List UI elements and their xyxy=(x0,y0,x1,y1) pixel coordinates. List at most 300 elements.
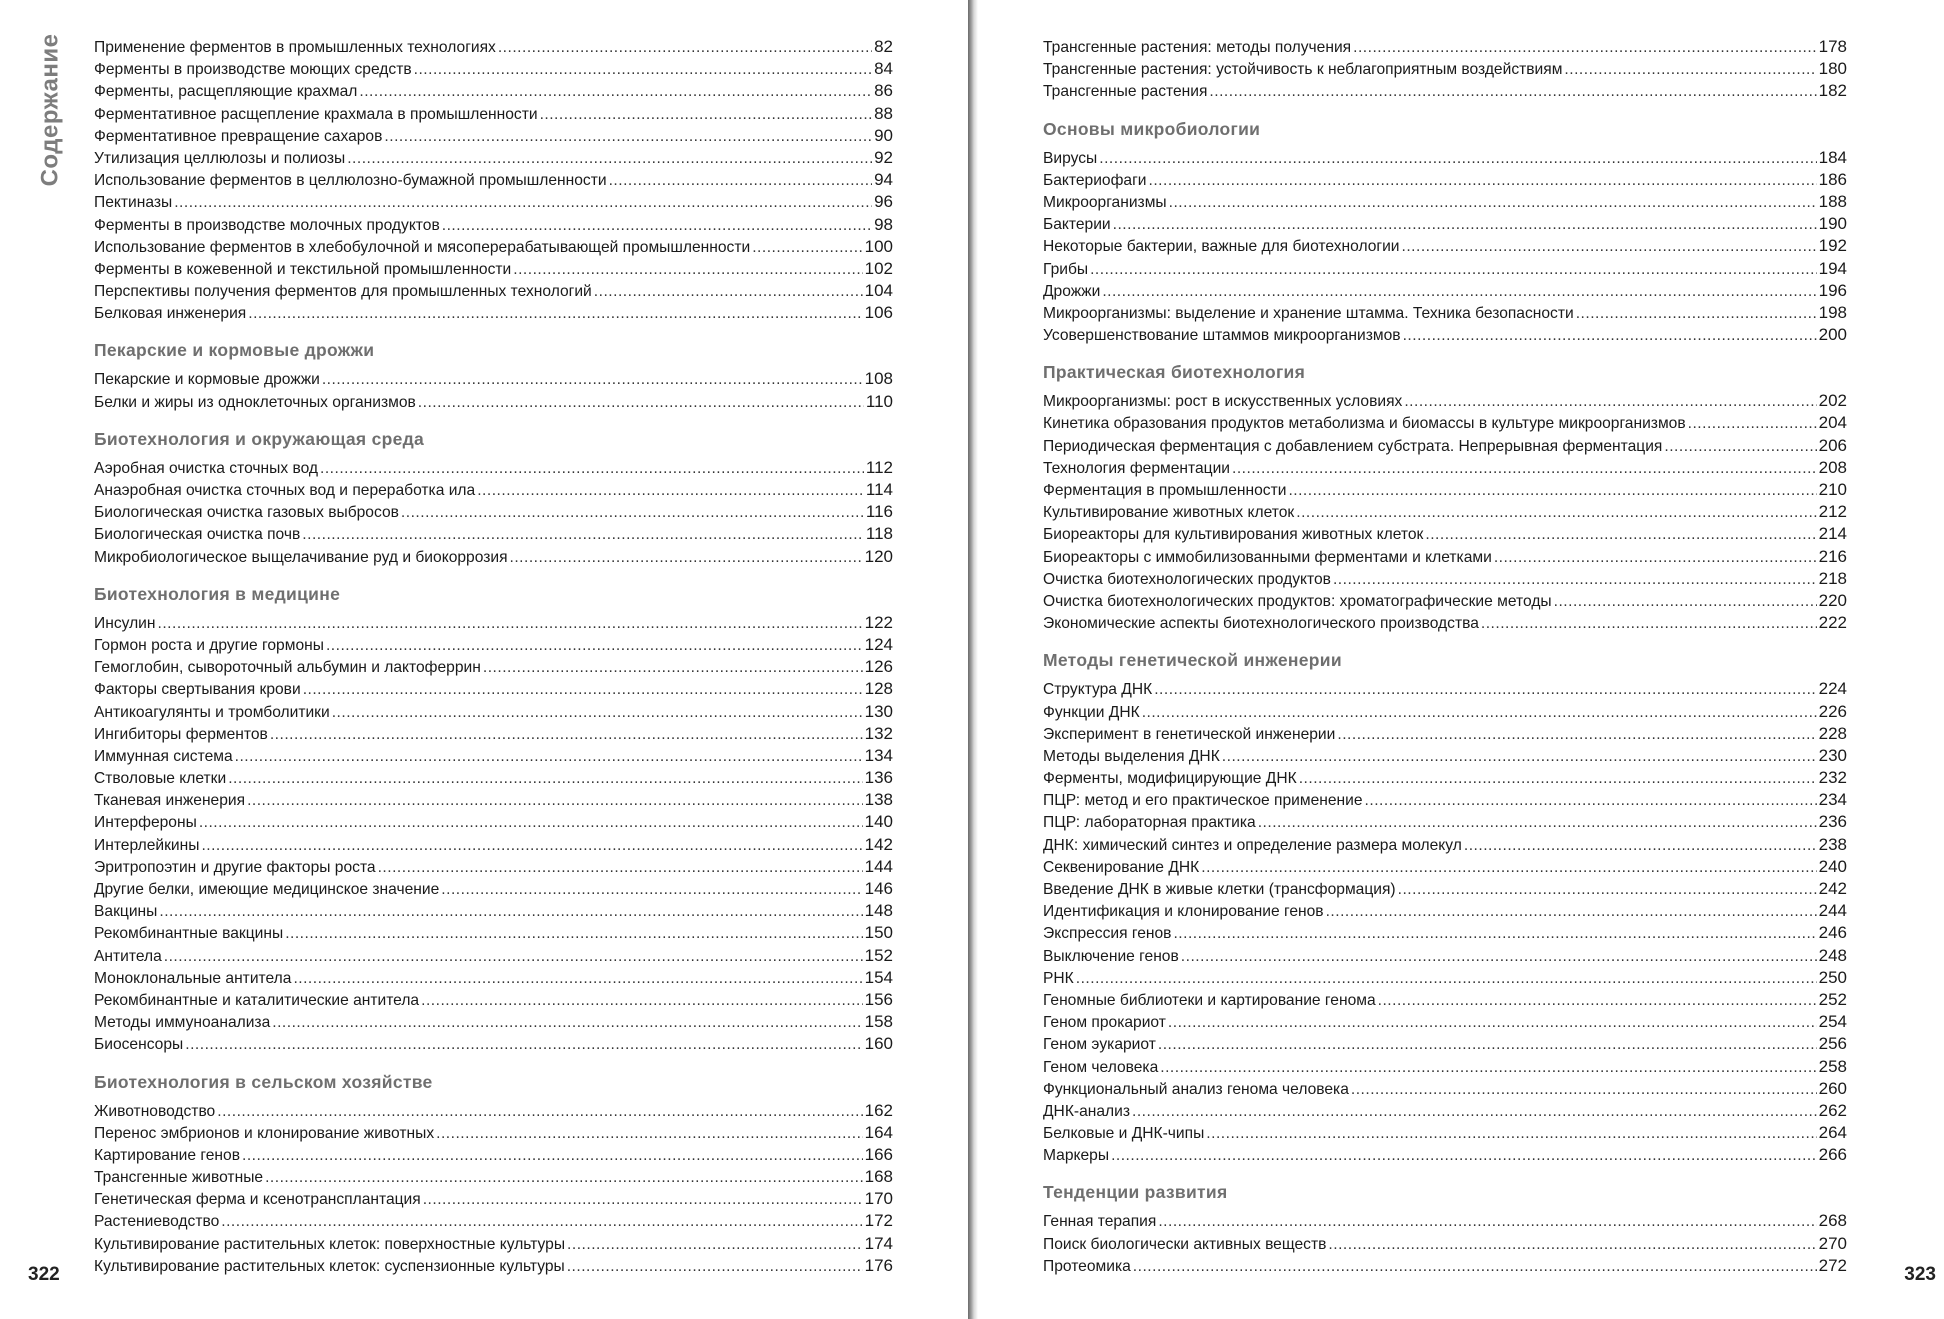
toc-entry[interactable] xyxy=(1043,967,1847,989)
entry-page-number: 166 xyxy=(864,1144,893,1164)
entry-title: Выключение генов xyxy=(1043,947,1179,965)
entry-title: Функциональный анализ генома человека xyxy=(1043,1080,1349,1098)
toc-entry[interactable] xyxy=(1043,811,1847,833)
toc-entry[interactable] xyxy=(1043,501,1847,523)
entry-page-number: 272 xyxy=(1818,1255,1847,1275)
entry-title: Другие белки, имеющие медицинское значение xyxy=(94,881,440,898)
toc-entry[interactable] xyxy=(1043,280,1847,302)
toc-entry[interactable] xyxy=(94,1144,893,1166)
entry-title: Вакцины xyxy=(94,903,158,921)
entry-title: Пекарские и кормовые дрожжи xyxy=(94,371,320,389)
dot-leader xyxy=(1664,436,1816,458)
dot-leader xyxy=(1378,990,1817,1012)
entry-page-number: 84 xyxy=(874,59,893,79)
dot-leader xyxy=(322,369,863,391)
dot-leader xyxy=(1158,1211,1816,1233)
entry-title: Вирусы xyxy=(1043,149,1098,167)
dot-leader xyxy=(1576,303,1817,325)
entry-page-number: 204 xyxy=(1818,413,1847,433)
entry-page-number: 210 xyxy=(1818,480,1847,499)
toc-entry[interactable] xyxy=(94,258,893,280)
toc-entry[interactable] xyxy=(1043,258,1847,280)
entry-page-number: 96 xyxy=(874,192,893,212)
entry-title: Ферментация в промышленности xyxy=(1043,482,1287,499)
toc-entry[interactable] xyxy=(1043,169,1847,191)
entry-page-number: 238 xyxy=(1818,834,1847,854)
entry-title: Трансгенные растения xyxy=(1043,83,1208,101)
entry-title: Моноклональные антитела xyxy=(94,969,292,987)
toc-entry[interactable] xyxy=(94,36,893,58)
toc-entry[interactable] xyxy=(94,723,893,745)
toc-entry[interactable] xyxy=(1043,191,1847,213)
toc-entry[interactable] xyxy=(1043,1144,1847,1166)
entry-title: ДНК: химический синтез и определение размера молекул xyxy=(1043,836,1462,854)
entry-title: Пектиназы xyxy=(94,194,173,212)
entry-title: Микробиологическое выщелачивание руд и биокоррозия xyxy=(94,548,508,566)
toc-entry[interactable] xyxy=(94,1122,893,1144)
dot-leader xyxy=(483,657,863,679)
entry-title: Ингибиторы ферментов xyxy=(94,725,268,743)
dot-leader xyxy=(270,724,863,746)
entry-page-number: 260 xyxy=(1818,1078,1847,1098)
toc-entry[interactable] xyxy=(1043,390,1847,412)
toc-entry[interactable] xyxy=(94,191,893,213)
page-number-left: 322 xyxy=(28,1264,60,1285)
page-number-right: 323 xyxy=(1904,1264,1936,1285)
dot-leader xyxy=(540,104,873,126)
dot-leader xyxy=(1494,547,1817,569)
dot-leader xyxy=(1337,724,1816,746)
toc-entry[interactable] xyxy=(1043,1233,1847,1255)
entry-title: Биореакторы для культивирования животных клеток xyxy=(1043,526,1424,544)
toc-entry[interactable] xyxy=(94,280,893,302)
toc-entry[interactable] xyxy=(1043,678,1847,700)
toc-entry[interactable] xyxy=(1043,767,1847,789)
dot-leader xyxy=(1142,702,1817,724)
entry-title: Секвенирование ДНК xyxy=(1043,858,1200,876)
entry-title: Культивирование растительных клеток: суспензионные культуры xyxy=(94,1257,565,1275)
dot-leader xyxy=(228,768,862,790)
toc-entry[interactable] xyxy=(1043,878,1847,900)
entry-title: Очистка биотехнологических продуктов xyxy=(1043,570,1331,588)
right-toc-column xyxy=(1043,36,1847,1291)
entry-page-number: 92 xyxy=(874,147,893,167)
entry-page-number: 138 xyxy=(864,790,893,810)
toc-entry[interactable] xyxy=(94,701,893,723)
entry-title: Культивирование растительных клеток: поверхностные культуры xyxy=(94,1235,566,1253)
dot-leader xyxy=(1425,524,1816,546)
dot-leader xyxy=(1351,1079,1817,1101)
entry-title: Белковые и ДНК-чипы xyxy=(1043,1125,1205,1143)
entry-page-number: 202 xyxy=(1818,391,1847,411)
dot-leader xyxy=(1168,1012,1817,1034)
toc-entry[interactable] xyxy=(94,678,893,700)
dot-leader xyxy=(217,1101,862,1123)
toc-entry[interactable] xyxy=(1043,412,1847,434)
entry-title: Биореакторы с иммобилизованными ферментами и клетками xyxy=(1043,548,1492,566)
dot-leader xyxy=(1365,790,1817,812)
dot-leader xyxy=(1173,923,1816,945)
toc-entry[interactable] xyxy=(1043,457,1847,479)
dot-leader xyxy=(1102,281,1816,303)
dot-leader xyxy=(201,835,862,857)
entry-page-number: 150 xyxy=(864,923,893,943)
left-toc-column xyxy=(94,36,893,1291)
dot-leader xyxy=(477,480,864,502)
entry-title: Аэробная очистка сточных вод xyxy=(94,459,319,477)
toc-entry[interactable] xyxy=(1043,1210,1847,1232)
dot-leader xyxy=(418,392,864,414)
entry-title: Экономические аспекты биотехнологического производства xyxy=(1043,615,1479,633)
dot-leader xyxy=(235,746,863,768)
toc-entry[interactable] xyxy=(94,368,893,390)
entry-title: Антитела xyxy=(94,947,162,965)
toc-entry[interactable] xyxy=(94,634,893,656)
toc-entry[interactable] xyxy=(1043,834,1847,856)
toc-entry[interactable] xyxy=(1043,612,1847,634)
toc-entry[interactable] xyxy=(94,967,893,989)
dot-leader xyxy=(1299,768,1817,790)
dot-leader xyxy=(272,1012,862,1034)
toc-entry[interactable] xyxy=(94,1188,893,1210)
dot-leader xyxy=(1149,170,1817,192)
toc-entry[interactable] xyxy=(1043,1056,1847,1078)
entry-title: Ферментативное расщепление крахмала в промышленности xyxy=(94,105,538,123)
dot-leader xyxy=(423,1189,863,1211)
dot-leader xyxy=(174,192,872,214)
entry-page-number: 98 xyxy=(874,214,893,234)
toc-entry[interactable] xyxy=(94,767,893,789)
toc-entry[interactable] xyxy=(1043,479,1847,501)
dot-leader xyxy=(1222,746,1817,768)
toc-entry[interactable] xyxy=(94,656,893,678)
toc-entry[interactable] xyxy=(94,58,893,80)
toc-section xyxy=(94,427,893,568)
toc-entry[interactable] xyxy=(94,922,893,944)
dot-leader xyxy=(159,901,862,923)
entry-page-number: 140 xyxy=(864,812,893,832)
entry-page-number: 232 xyxy=(1818,768,1847,788)
entry-page-number: 112 xyxy=(865,457,893,477)
entry-title: Трансгенные животные xyxy=(94,1169,264,1187)
toc-section xyxy=(94,582,893,1056)
entry-page-number: 108 xyxy=(864,369,893,389)
toc-entry[interactable] xyxy=(1043,324,1847,346)
entry-page-number: 126 xyxy=(864,657,893,677)
running-head-text: Содержание xyxy=(36,33,64,187)
dot-leader xyxy=(1076,968,1817,990)
entry-page-number: 252 xyxy=(1818,989,1847,1009)
toc-entry[interactable] xyxy=(1043,723,1847,745)
entry-title: Структура ДНК xyxy=(1043,681,1153,699)
dot-leader xyxy=(401,502,864,524)
toc-entry[interactable] xyxy=(94,1100,893,1122)
entry-page-number: 110 xyxy=(865,391,893,411)
entry-title: Технология ферментации xyxy=(1043,459,1231,477)
entry-title: Поиск биологически активных веществ xyxy=(1043,1235,1327,1253)
entry-page-number: 226 xyxy=(1818,701,1847,721)
toc-entry[interactable] xyxy=(1043,58,1847,80)
entry-page-number: 88 xyxy=(874,103,893,123)
entry-page-number: 124 xyxy=(864,634,893,654)
toc-entry[interactable] xyxy=(94,302,893,324)
toc-entry[interactable] xyxy=(1043,989,1847,1011)
toc-entry[interactable] xyxy=(1043,213,1847,235)
dot-leader xyxy=(199,812,863,834)
entry-title: ПЦР: метод и его практическое применение xyxy=(1043,792,1363,810)
toc-entry[interactable] xyxy=(94,789,893,811)
entry-title: Стволовые клетки xyxy=(94,770,227,788)
entry-page-number: 230 xyxy=(1818,745,1847,765)
entry-title: Биологическая очистка почв xyxy=(94,526,301,544)
toc-entry[interactable] xyxy=(1043,1122,1847,1144)
toc-entry[interactable] xyxy=(94,856,893,878)
entry-page-number: 100 xyxy=(864,236,893,256)
entry-title: Грибы xyxy=(1043,260,1089,278)
entry-page-number: 114 xyxy=(865,480,893,499)
toc-entry[interactable] xyxy=(94,391,893,413)
entry-page-number: 220 xyxy=(1818,590,1847,610)
toc-entry[interactable] xyxy=(1043,36,1847,58)
dot-leader xyxy=(1398,879,1817,901)
entry-title: Рекомбинантные вакцины xyxy=(94,925,284,943)
toc-entry[interactable] xyxy=(94,169,893,191)
toc-entry[interactable] xyxy=(94,811,893,833)
entry-page-number: 240 xyxy=(1818,856,1847,876)
toc-entry[interactable] xyxy=(94,523,893,545)
toc-entry[interactable] xyxy=(94,546,893,568)
entry-page-number: 262 xyxy=(1818,1100,1847,1120)
entry-page-number: 270 xyxy=(1818,1233,1847,1253)
entry-title: Ферментативное превращение сахаров xyxy=(94,127,383,145)
entry-title: Биологическая очистка газовых выбросов xyxy=(94,504,399,522)
toc-section xyxy=(1043,360,1847,634)
toc-entry[interactable] xyxy=(94,945,893,967)
toc-entry[interactable] xyxy=(1043,900,1847,922)
toc-entry[interactable] xyxy=(94,612,893,634)
entry-page-number: 228 xyxy=(1818,723,1847,743)
toc-entry[interactable] xyxy=(1043,523,1847,545)
dot-leader xyxy=(567,1256,863,1278)
dot-leader xyxy=(158,613,863,635)
entry-title: Микроорганизмы: рост в искусственных условиях xyxy=(1043,393,1403,411)
entry-title: Бактерии xyxy=(1043,216,1111,234)
toc-entry[interactable] xyxy=(94,1255,893,1277)
entry-page-number: 104 xyxy=(864,281,893,301)
dot-leader xyxy=(1258,812,1817,834)
entry-page-number: 162 xyxy=(864,1100,893,1120)
toc-entry[interactable] xyxy=(94,214,893,236)
toc-entry[interactable] xyxy=(94,1033,893,1055)
entry-page-number: 186 xyxy=(1818,169,1847,189)
dot-leader xyxy=(359,81,872,103)
toc-entry[interactable] xyxy=(1043,701,1847,723)
toc-entry[interactable] xyxy=(94,1011,893,1033)
entry-title: Перенос эмбрионов и клонирование животных xyxy=(94,1124,435,1142)
entry-page-number: 130 xyxy=(864,701,893,721)
toc-entry[interactable] xyxy=(1043,1011,1847,1033)
dot-leader xyxy=(421,990,863,1012)
entry-title: Идентификация и клонирование генов xyxy=(1043,903,1324,921)
toc-entry[interactable] xyxy=(1043,302,1847,324)
entry-page-number: 164 xyxy=(864,1122,893,1142)
toc-entry[interactable] xyxy=(1043,568,1847,590)
dot-leader xyxy=(302,524,864,546)
entry-title: Микроорганизмы xyxy=(1043,193,1167,211)
toc-entry[interactable] xyxy=(1043,546,1847,568)
entry-title: Кинетика образования продуктов метаболизма и биомассы в культуре микроорганизмов xyxy=(1043,415,1686,433)
entry-title: Культивирование животных клеток xyxy=(1043,504,1295,522)
entry-page-number: 182 xyxy=(1818,81,1847,101)
entry-title: Интерлейкины xyxy=(94,836,200,854)
entry-title: Биосенсоры xyxy=(94,1036,184,1054)
entry-page-number: 180 xyxy=(1818,59,1847,79)
entry-title: Очистка биотехнологических продуктов: хроматографические методы xyxy=(1043,592,1552,610)
dot-leader xyxy=(1688,413,1817,435)
toc-entry[interactable] xyxy=(94,745,893,767)
toc-entry[interactable] xyxy=(1043,1100,1847,1122)
toc-entry[interactable] xyxy=(94,80,893,102)
toc-section xyxy=(94,338,893,412)
entry-title: Генетическая ферма и ксенотрансплантация xyxy=(94,1191,421,1209)
toc-entry[interactable] xyxy=(94,501,893,523)
dot-leader xyxy=(221,1211,862,1233)
entry-title: Геном человека xyxy=(1043,1058,1159,1076)
dot-leader xyxy=(1154,679,1816,701)
dot-leader xyxy=(1209,81,1816,103)
entry-title: Анаэробная очистка сточных вод и переработка ила xyxy=(94,482,476,499)
dot-leader xyxy=(1326,901,1817,923)
entry-title: Применение ферментов в промышленных технологиях xyxy=(94,39,496,56)
entry-page-number: 208 xyxy=(1818,457,1847,477)
toc-entry[interactable] xyxy=(1043,1255,1847,1277)
dot-leader xyxy=(498,37,872,59)
entry-title: Некоторые бактерии, важные для биотехнологии xyxy=(1043,238,1400,256)
right-page xyxy=(978,0,1944,1319)
entry-page-number: 174 xyxy=(864,1233,893,1253)
entry-title: Перспективы получения ферментов для промышленных технологий xyxy=(94,283,592,301)
entry-page-number: 152 xyxy=(864,945,893,965)
toc-entry[interactable] xyxy=(1043,80,1847,102)
entry-title: Геном прокариот xyxy=(1043,1014,1166,1032)
toc-entry[interactable] xyxy=(1043,856,1847,878)
toc-entry[interactable] xyxy=(1043,745,1847,767)
entry-page-number: 244 xyxy=(1818,901,1847,921)
dot-leader xyxy=(414,59,872,81)
entry-page-number: 216 xyxy=(1818,546,1847,566)
entry-title: Гормон роста и другие гормоны xyxy=(94,636,324,654)
toc-entry[interactable] xyxy=(94,1210,893,1232)
toc-entry[interactable] xyxy=(1043,435,1847,457)
dot-leader xyxy=(1160,1057,1816,1079)
toc-entry[interactable] xyxy=(1043,789,1847,811)
entry-title: Бактериофаги xyxy=(1043,171,1147,189)
dot-leader xyxy=(320,458,864,480)
entry-page-number: 224 xyxy=(1818,679,1847,699)
dot-leader xyxy=(1169,192,1817,214)
dot-leader xyxy=(1296,502,1816,524)
toc-entry[interactable] xyxy=(94,900,893,922)
dot-leader xyxy=(442,215,872,237)
section-title: Биотехнология и окружающая среда xyxy=(94,428,425,449)
toc-entry[interactable] xyxy=(94,1166,893,1188)
entry-title: Периодическая ферментация с добавлением субстрата. Непрерывная ферментация xyxy=(1043,437,1663,455)
toc-entry[interactable] xyxy=(94,989,893,1011)
entry-title: Белки и жиры из одноклеточных организмов xyxy=(94,393,416,411)
entry-page-number: 194 xyxy=(1818,258,1847,278)
entry-title: Микроорганизмы: выделение и хранение штамма. Техника безопасности xyxy=(1043,304,1574,322)
dot-leader xyxy=(347,148,872,170)
toc-entry[interactable] xyxy=(1043,922,1847,944)
toc-entry[interactable] xyxy=(1043,1078,1847,1100)
entry-page-number: 170 xyxy=(864,1189,893,1209)
toc-entry[interactable] xyxy=(1043,945,1847,967)
toc-entry[interactable] xyxy=(94,834,893,856)
toc-entry[interactable] xyxy=(94,103,893,125)
toc-entry[interactable] xyxy=(1043,590,1847,612)
book-spine xyxy=(968,0,978,1319)
entry-title: Тканевая инженерия xyxy=(94,792,246,810)
entry-title: Экспрессия генов xyxy=(1043,925,1172,943)
dot-leader xyxy=(1113,214,1817,236)
dot-leader xyxy=(326,635,863,657)
section-title: Пекарские и кормовые дрожжи xyxy=(94,340,375,361)
entry-page-number: 102 xyxy=(864,258,893,278)
entry-page-number: 212 xyxy=(1818,502,1847,522)
entry-title: Ферменты в производстве моющих средств xyxy=(94,61,412,79)
toc-entry[interactable] xyxy=(94,236,893,258)
toc-entry[interactable] xyxy=(94,125,893,147)
toc-entry[interactable] xyxy=(94,457,893,479)
left-page xyxy=(0,0,968,1319)
entry-page-number: 192 xyxy=(1818,236,1847,256)
entry-title: Иммунная система xyxy=(94,747,233,765)
entry-title: Эритропоэтин и другие факторы роста xyxy=(94,858,376,876)
toc-entry[interactable] xyxy=(94,147,893,169)
entry-page-number: 190 xyxy=(1818,214,1847,234)
toc-entry[interactable] xyxy=(1043,235,1847,257)
dot-leader xyxy=(609,170,873,192)
entry-title: Протеомика xyxy=(1043,1257,1131,1275)
section-title: Практическая биотехнология xyxy=(1043,362,1306,383)
entry-title: Растениеводство xyxy=(94,1213,220,1231)
toc-section xyxy=(1043,648,1847,1166)
entry-page-number: 258 xyxy=(1818,1056,1847,1076)
entry-page-number: 156 xyxy=(864,989,893,1009)
entry-page-number: 184 xyxy=(1818,147,1847,167)
entry-page-number: 198 xyxy=(1818,302,1847,322)
entry-page-number: 90 xyxy=(874,125,893,145)
toc-entry[interactable] xyxy=(1043,1033,1847,1055)
entry-page-number: 234 xyxy=(1818,790,1847,810)
toc-entry[interactable] xyxy=(94,479,893,501)
entry-page-number: 148 xyxy=(864,901,893,921)
entry-title: Гемоглобин, сывороточный альбумин и лактоферрин xyxy=(94,659,481,677)
entry-title: Маркеры xyxy=(1043,1147,1110,1165)
entry-page-number: 116 xyxy=(865,502,893,522)
toc-entry[interactable] xyxy=(1043,147,1847,169)
toc-entry[interactable] xyxy=(94,878,893,900)
toc-entry[interactable] xyxy=(94,1233,893,1255)
entry-title: Генная терапия xyxy=(1043,1213,1157,1231)
dot-leader xyxy=(185,1034,862,1056)
dot-leader xyxy=(1353,37,1817,59)
entry-page-number: 120 xyxy=(864,546,893,566)
dot-leader xyxy=(1132,1101,1817,1123)
dot-leader xyxy=(1206,1123,1816,1145)
entry-page-number: 86 xyxy=(874,81,893,101)
entry-page-number: 268 xyxy=(1818,1211,1847,1231)
